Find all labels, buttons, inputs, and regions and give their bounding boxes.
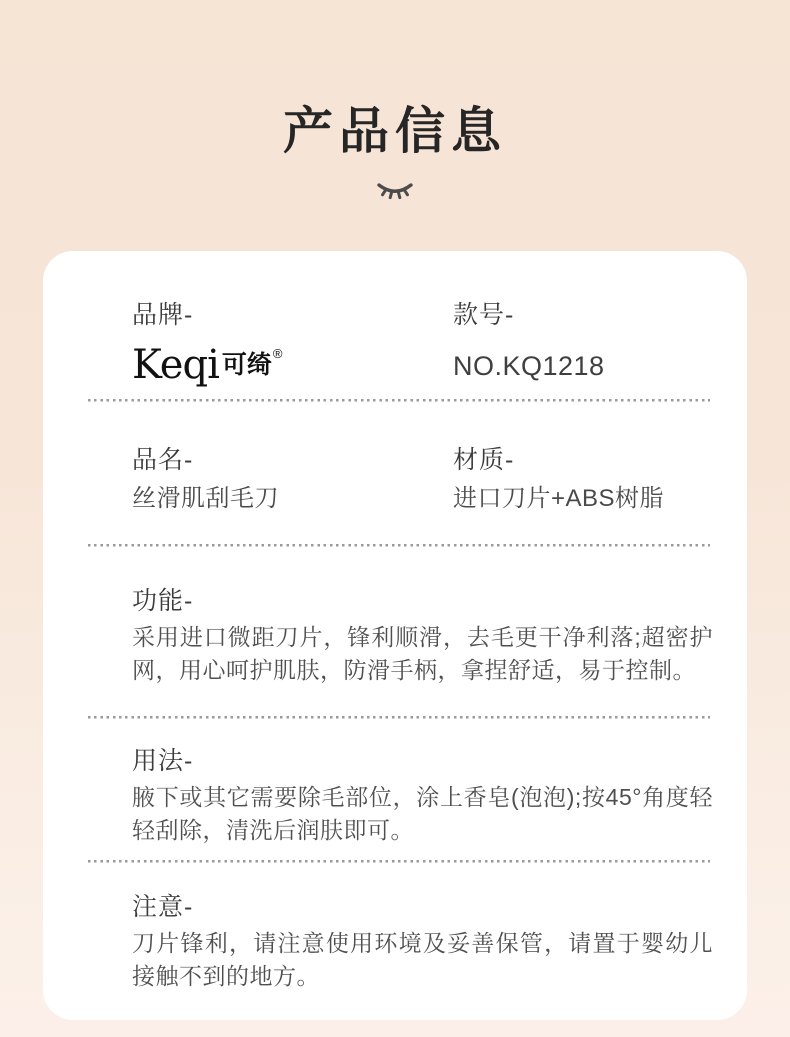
name-material-row	[132, 445, 713, 515]
material-field	[453, 445, 713, 515]
function-section	[132, 586, 713, 687]
usage-body: 腋下或其它需要除毛部位，涂上香皂(泡泡);按45°角度轻轻刮除，清洗后润肤即可。	[132, 784, 713, 843]
function-label: 功能-	[132, 587, 194, 615]
material-label: 材质-	[453, 446, 515, 474]
caution-body: 刀片锋利，请注意使用环境及妥善保管，请置于婴幼儿接触不到的地方。	[132, 930, 713, 989]
dotted-divider	[88, 399, 710, 402]
caution-label: 注意-	[132, 893, 194, 921]
brand-label: 品牌-	[132, 301, 194, 329]
dotted-divider	[88, 716, 710, 719]
model-value: NO.KQ1218	[453, 351, 605, 381]
usage-section	[132, 746, 713, 847]
brand-logo	[132, 344, 453, 388]
product-name-label: 品名-	[132, 446, 194, 474]
function-body: 采用进口微距刀片，锋利顺滑，去毛更干净利落;超密护网，用心呵护肌肤，防滑手柄，拿捏舒适，易于控制。	[132, 624, 713, 683]
eyelash-icon	[0, 180, 790, 202]
brand-model-row	[132, 300, 713, 388]
brand-logo-latin: Keqi	[132, 342, 219, 388]
product-name-field	[132, 445, 453, 515]
material-value: 进口刀片+ABS树脂	[453, 485, 665, 512]
page-title: 产品信息	[283, 103, 507, 159]
usage-label: 用法-	[132, 747, 194, 775]
model-label: 款号-	[453, 301, 515, 329]
product-info-card	[43, 251, 747, 1020]
model-field	[453, 300, 713, 382]
dotted-divider	[88, 544, 710, 547]
brand-logo-chinese: 可绮	[221, 351, 272, 379]
caution-section	[132, 892, 713, 993]
registered-trademark-icon: ®	[272, 346, 283, 361]
product-name-value: 丝滑肌刮毛刀	[132, 485, 279, 512]
brand-field	[132, 300, 453, 388]
dotted-divider	[88, 860, 710, 863]
